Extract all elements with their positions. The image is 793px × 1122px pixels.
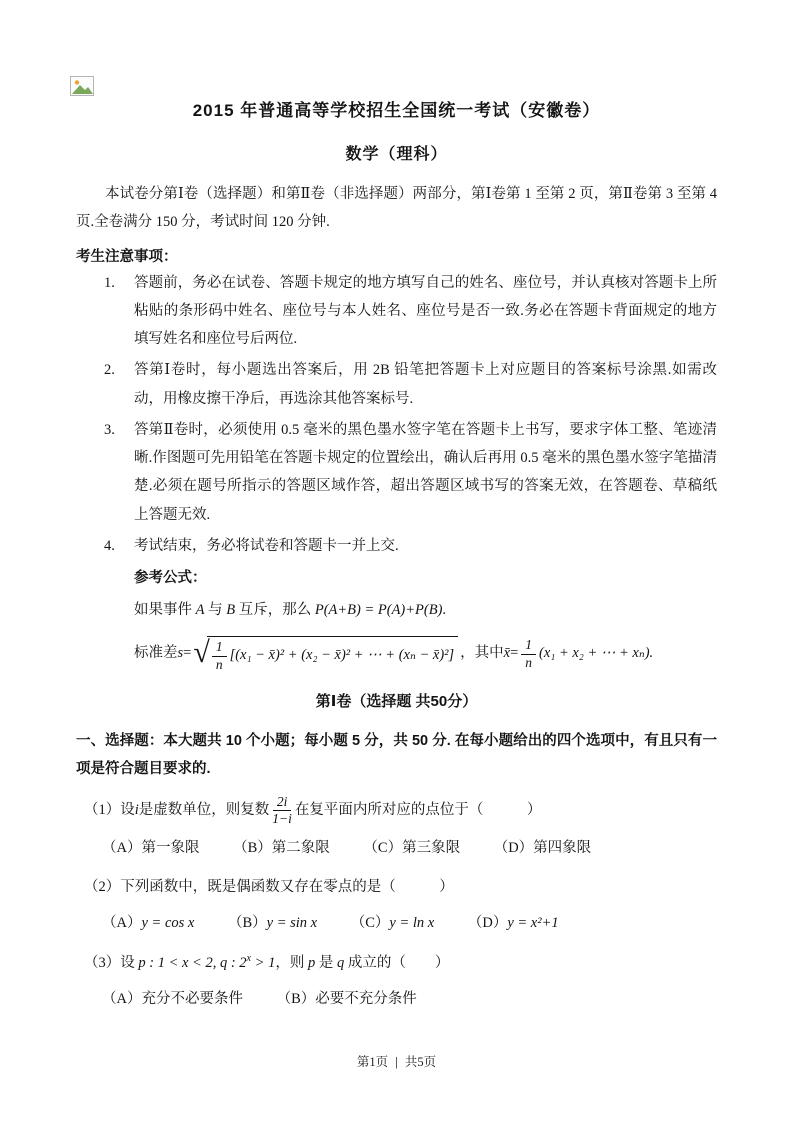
image-placeholder-icon: [70, 76, 94, 96]
question-1: [84, 795, 717, 826]
math-run: y = sin x: [266, 914, 318, 931]
notice-list: [76, 269, 717, 561]
square-root: [193, 636, 458, 671]
radicand: [207, 636, 458, 671]
text-run: ，则: [275, 955, 308, 972]
option-a: [102, 915, 194, 931]
math-run: > 1: [251, 955, 276, 972]
notice-item-2: [76, 356, 717, 413]
math-run: P(A+B) = P(A)+P(B): [314, 602, 443, 619]
page-total: 共5页: [404, 1055, 437, 1069]
complex-number-fraction: [272, 795, 292, 826]
radical-sign-icon: √: [193, 636, 210, 670]
math-run: i: [134, 802, 139, 819]
option-label: （B）: [227, 914, 267, 931]
math-run: y = ln x: [389, 914, 435, 931]
text-run: ，其中: [460, 645, 504, 662]
fraction-numerator: 1: [212, 640, 227, 656]
section-1-title: 第Ⅰ卷（选择题 共50分）: [315, 692, 478, 710]
exam-subject: 数学（理科）: [345, 146, 448, 163]
notice-heading: 考生注意事项：: [76, 248, 178, 265]
math-run: [(x₁ − x̄)² + (x₂ − x̄)² + ⋯ + (xₙ − x̄)²]: [229, 647, 455, 664]
option-d: [468, 915, 559, 931]
formula-mutually-exclusive: [134, 599, 717, 622]
math-run: q: [336, 955, 345, 972]
option-b: （B）必要不充分条件: [276, 990, 417, 1007]
text-run: =: [510, 645, 519, 662]
choice-section-instructions: 一、选择题：本大题共 10 个小题；每小题 5 分，共 50 分. 在每小题给出的四个选项中，有且只有一项是符合题目要求的.: [76, 732, 717, 777]
text-run: 标准差: [134, 645, 178, 662]
page-footer: [0, 1052, 793, 1070]
notice-number: 1.: [104, 274, 115, 291]
question-2-options: [102, 910, 717, 938]
question-3-options: [102, 986, 717, 1014]
text-run: =: [183, 645, 192, 662]
fraction-numerator: 1: [521, 638, 536, 654]
text-run: 是: [315, 955, 337, 972]
notice-item-3: [76, 416, 717, 529]
option-label: （A）: [102, 914, 142, 931]
notice-text: 答第Ⅰ卷时，每小题选出答案后，用 2B 铅笔把答题卡上对应题目的答案标号涂黑.如需改动，用橡皮擦干净后，再选涂其他答案标号.: [134, 362, 717, 407]
text-run: （3）设: [84, 955, 139, 972]
math-run: A: [195, 602, 205, 619]
math-run: B: [226, 602, 236, 619]
fraction-one-over-n: [521, 638, 536, 669]
option-a: （A）充分不必要条件: [102, 990, 243, 1007]
notice-number: 2.: [104, 362, 115, 379]
notice-text: 考试结束，务必将试卷和答题卡一并上交.: [134, 537, 399, 554]
exponent: x: [246, 953, 252, 965]
notice-item-4: [76, 532, 717, 560]
option-b: [228, 915, 317, 931]
text-run: .: [442, 602, 447, 619]
fraction-numerator: 2i: [273, 795, 292, 811]
footer-separator: |: [395, 1055, 398, 1069]
notice-item-1: [76, 269, 717, 354]
formula-heading: 参考公式：: [134, 570, 207, 587]
notice-number: 4.: [104, 537, 115, 554]
exam-title: 2015 年普通高等学校招生全国统一考试（安徽卷）: [192, 101, 601, 120]
notice-text: 答第Ⅱ卷时，必须使用 0.5 毫米的黑色墨水签字笔在答题卡上书写，要求字体工整、笔迹清晰.作图题可先用铅笔在答题卡规定的位置绘出，确认后再用 0.5 毫米的黑色墨水签字笔描清楚.必须在题号所指示的答题区域作答，超出答题区域书写的答案无效，在答题卷、草稿纸上答题无效.: [134, 421, 717, 523]
text-run: 成立的（ ）: [344, 955, 450, 972]
notice-number: 3.: [104, 421, 115, 438]
text-run: 在复平面内所对应的点位于（ ）: [294, 802, 542, 819]
option-c: （C）第三象限: [363, 839, 461, 856]
formula-standard-deviation: [134, 636, 717, 671]
math-run: (x₁ + x₂ + ⋯ + xₙ).: [539, 645, 654, 662]
math-run: p : 1 < x < 2, q : 2: [138, 955, 247, 972]
text-run: 是虚数单位，则复数: [138, 802, 270, 819]
page-number: 第1页: [356, 1055, 389, 1069]
option-label: （C）: [350, 914, 390, 931]
question-2: （2）下列函数中，既是偶函数又存在零点的是（ ）: [84, 879, 454, 896]
fraction-denominator: n: [525, 654, 533, 670]
math-run: x̄: [503, 645, 511, 662]
option-c: [351, 915, 434, 931]
text-run: 如果事件: [134, 602, 196, 619]
fraction-denominator: n: [215, 656, 223, 672]
text-run: 与: [204, 602, 227, 619]
option-d: （D）第四象限: [493, 839, 592, 856]
text-run: （1）设: [84, 802, 135, 819]
question-1-options: [102, 835, 717, 863]
math-run: s: [177, 645, 184, 662]
text-run: 互斥，那么: [235, 602, 315, 619]
math-run: y = x²+1: [507, 914, 559, 931]
math-run: p: [307, 955, 316, 972]
fraction-denominator: 1−i: [272, 811, 292, 827]
question-3: [84, 949, 717, 977]
notice-text: 答题前，务必在试卷、答题卡规定的地方填写自己的姓名、座位号，并认真核对答题卡上所粘贴的条形码中姓名、座位号与本人姓名、座位号是否一致.务必在答题卡背面规定的地方填写姓名和座位号后两位.: [134, 274, 717, 348]
option-label: （D）: [467, 914, 508, 931]
option-a: （A）第一象限: [102, 839, 200, 856]
fraction-one-over-n: [212, 640, 227, 671]
math-run: y = cos x: [141, 914, 195, 931]
option-b: （B）第二象限: [233, 839, 330, 856]
exam-intro: 本试卷分第Ⅰ卷（选择题）和第Ⅱ卷（非选择题）两部分，第Ⅰ卷第 1 至第 2 页，第Ⅱ卷第 3 至第 4 页.全卷满分 150 分，考试时间 120 分钟.: [76, 186, 717, 231]
